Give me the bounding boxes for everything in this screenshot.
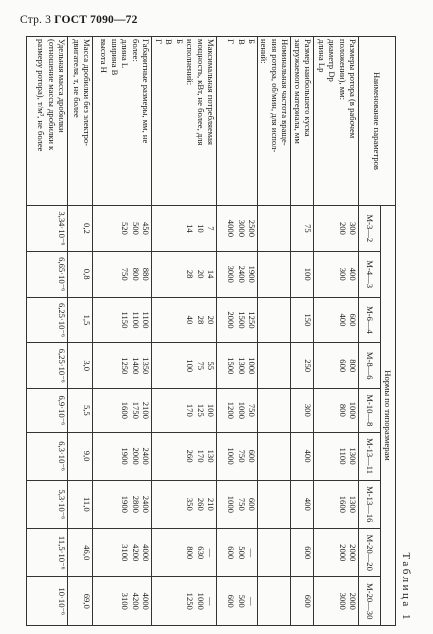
table-row xyxy=(314,37,359,626)
value-cell: 2400 2000 1900 xyxy=(93,432,152,480)
value-cell: 14 20 28 xyxy=(152,251,217,297)
param-label xyxy=(93,37,152,206)
value-cell: 400 xyxy=(291,480,314,528)
value-cell: 1100 1100 1150 xyxy=(93,297,152,343)
value-cell: 2400 2800 1900 xyxy=(93,480,152,528)
value-cell: 600 750 1000 xyxy=(217,432,258,480)
value-cell: 1300 1100 xyxy=(314,432,359,480)
value-cell: — 500 600 xyxy=(217,577,258,626)
table-caption: Таблица 1 xyxy=(400,552,412,622)
value-cell: 10·10⁻⁶ xyxy=(27,577,68,626)
value-cell: 800 600 xyxy=(314,343,359,389)
value-cell: 100 125 170 xyxy=(152,389,217,432)
value-cell xyxy=(258,577,291,626)
param-label-line: Масса дробилки без электро- xyxy=(82,39,92,147)
value-cell: 1000 800 xyxy=(314,389,359,432)
table-row xyxy=(27,37,68,626)
value-cell: 450 500 520 xyxy=(93,206,152,252)
value-cell: 600 750 1000 xyxy=(217,480,258,528)
size-header: М-20—20 xyxy=(359,529,381,577)
param-label-line: длина Lр xyxy=(316,39,327,73)
param-label-line: Габаритные размеры, мм, не xyxy=(141,39,151,144)
param-label-line: ния ротора, об/мин, для испол- xyxy=(269,39,280,153)
param-label-line: загружаемого материала, мм xyxy=(292,39,303,144)
param-label-line: ширина B xyxy=(109,39,120,76)
param-label-line: размеру ротора), т/м³, не более xyxy=(36,39,47,152)
param-label xyxy=(27,37,68,206)
value-cell xyxy=(258,206,291,252)
param-label-line: Б xyxy=(174,39,185,44)
size-header: М-10—8 xyxy=(359,389,381,432)
param-label-line: более: xyxy=(130,39,141,62)
group-header: Нормы по типоразмерам xyxy=(381,206,396,626)
param-label-line: высота H xyxy=(99,39,110,73)
size-header: М-3—2 xyxy=(359,206,381,252)
value-cell: 4000 4200 3100 xyxy=(93,529,152,577)
table-row xyxy=(291,37,314,626)
value-cell: — 630 800 xyxy=(152,529,217,577)
param-label-line: нений: xyxy=(259,39,270,64)
value-cell: 0,8 xyxy=(68,251,93,297)
value-cell: 11,0 xyxy=(68,480,93,528)
value-cell: 69,0 xyxy=(68,577,93,626)
value-cell: 600 xyxy=(291,577,314,626)
value-cell: 880 800 750 xyxy=(93,251,152,297)
value-cell: 2500 3000 4000 xyxy=(217,206,258,252)
size-header: М-8—6 xyxy=(359,343,381,389)
value-cell: 1350 1400 1250 xyxy=(93,343,152,389)
size-header: М-13—16 xyxy=(359,480,381,528)
param-label xyxy=(291,37,314,206)
standard-code: ГОСТ 7090—72 xyxy=(54,14,138,26)
value-cell: 1000 1300 1500 xyxy=(217,343,258,389)
table-row xyxy=(68,37,93,626)
value-cell: 6,65·10⁻⁶ xyxy=(27,251,68,297)
table-row xyxy=(217,37,258,626)
value-cell: 75 xyxy=(291,206,314,252)
param-label xyxy=(258,37,291,206)
value-cell: 1250 1500 2000 xyxy=(217,297,258,343)
value-cell: 400 xyxy=(291,432,314,480)
size-header: М-6—4 xyxy=(359,297,381,343)
value-cell: 20 28 40 xyxy=(152,297,217,343)
value-cell: 150 xyxy=(291,297,314,343)
param-label-line: двигателя, т, не более xyxy=(71,39,82,118)
value-cell: 11,5·10⁻⁶ xyxy=(27,529,68,577)
param-label-line: длина L xyxy=(120,39,131,69)
param-label-line: Г xyxy=(153,39,164,44)
param-label-line: Размер наибольшего куска xyxy=(303,39,313,137)
value-cell: 750 1000 1200 xyxy=(217,389,258,432)
value-cell: 250 xyxy=(291,343,314,389)
value-cell: 210 260 350 xyxy=(152,480,217,528)
param-label xyxy=(68,37,93,206)
value-cell: 9,0 xyxy=(68,432,93,480)
value-cell: 600 400 xyxy=(314,297,359,343)
value-cell: 1,5 xyxy=(68,297,93,343)
value-cell: 400 300 xyxy=(314,251,359,297)
param-label-line: диаметр Dр xyxy=(327,39,338,82)
table-row xyxy=(258,37,291,626)
param-label xyxy=(152,37,217,206)
value-cell xyxy=(258,251,291,297)
value-cell: 0,2 xyxy=(68,206,93,252)
value-cell: 300 xyxy=(291,389,314,432)
value-cell xyxy=(258,432,291,480)
page-header xyxy=(20,14,138,26)
specs-table xyxy=(26,36,396,626)
value-cell: 600 xyxy=(291,529,314,577)
size-header: М-4—3 xyxy=(359,251,381,297)
value-cell xyxy=(258,389,291,432)
value-cell: 6,25·10⁻⁶ xyxy=(27,297,68,343)
param-label-line: мощность, кВт, не более, для xyxy=(195,39,206,146)
value-cell xyxy=(258,529,291,577)
value-cell: — 1000 1250 xyxy=(152,577,217,626)
param-label-line: В xyxy=(236,39,247,45)
param-label xyxy=(314,37,359,206)
param-label-line: положении), мм: xyxy=(337,39,348,101)
param-label-line: (отношение массы дробилки к xyxy=(46,39,57,151)
value-cell: 300 200 xyxy=(314,206,359,252)
size-header: М-13—11 xyxy=(359,432,381,480)
value-cell: 4000 4200 3100 xyxy=(93,577,152,626)
table-row xyxy=(152,37,217,626)
value-cell: 6,9·10⁻⁶ xyxy=(27,389,68,432)
value-cell: 3,0 xyxy=(68,343,93,389)
value-cell: 1300 1600 xyxy=(314,480,359,528)
param-label-line: Г xyxy=(226,39,237,44)
header-row-group xyxy=(381,37,396,626)
page-number: Стр. 3 xyxy=(20,14,52,26)
value-cell: 6,3·10⁻⁶ xyxy=(27,432,68,480)
value-cell: 100 xyxy=(291,251,314,297)
value-cell: 46,0 xyxy=(68,529,93,577)
param-label xyxy=(217,37,258,206)
table-row xyxy=(93,37,152,626)
param-label-line: Б xyxy=(247,39,257,44)
value-cell: 6,25·10⁻⁶ xyxy=(27,343,68,389)
value-cell xyxy=(258,297,291,343)
param-label-line: В xyxy=(164,39,175,45)
size-header: М-20—30 xyxy=(359,577,381,626)
value-cell: 2000 3000 xyxy=(314,577,359,626)
param-label-line: Номинальная частота враще- xyxy=(280,39,290,146)
value-cell xyxy=(258,343,291,389)
value-cell: 5,3·10⁻⁶ xyxy=(27,480,68,528)
value-cell: 1900 2400 3000 xyxy=(217,251,258,297)
value-cell: 2100 1750 1600 xyxy=(93,389,152,432)
param-label-line: исполнений: xyxy=(185,39,196,86)
param-label-line: Максимальная потребляемая xyxy=(206,39,216,145)
value-cell: — 500 600 xyxy=(217,529,258,577)
value-cell: 3,34·10⁻⁶ xyxy=(27,206,68,252)
param-label-line: Удельная масса дробилки xyxy=(57,39,67,133)
param-header: Наименование параметров xyxy=(359,37,396,206)
value-cell: 130 170 260 xyxy=(152,432,217,480)
value-cell: 2000 2000 xyxy=(314,529,359,577)
value-cell xyxy=(258,480,291,528)
value-cell: 55 75 100 xyxy=(152,343,217,389)
value-cell: 5,5 xyxy=(68,389,93,432)
rotated-table-block xyxy=(18,36,412,626)
param-label-line: Размеры ротора (в рабочем xyxy=(348,39,358,139)
value-cell: 7 10 14 xyxy=(152,206,217,252)
